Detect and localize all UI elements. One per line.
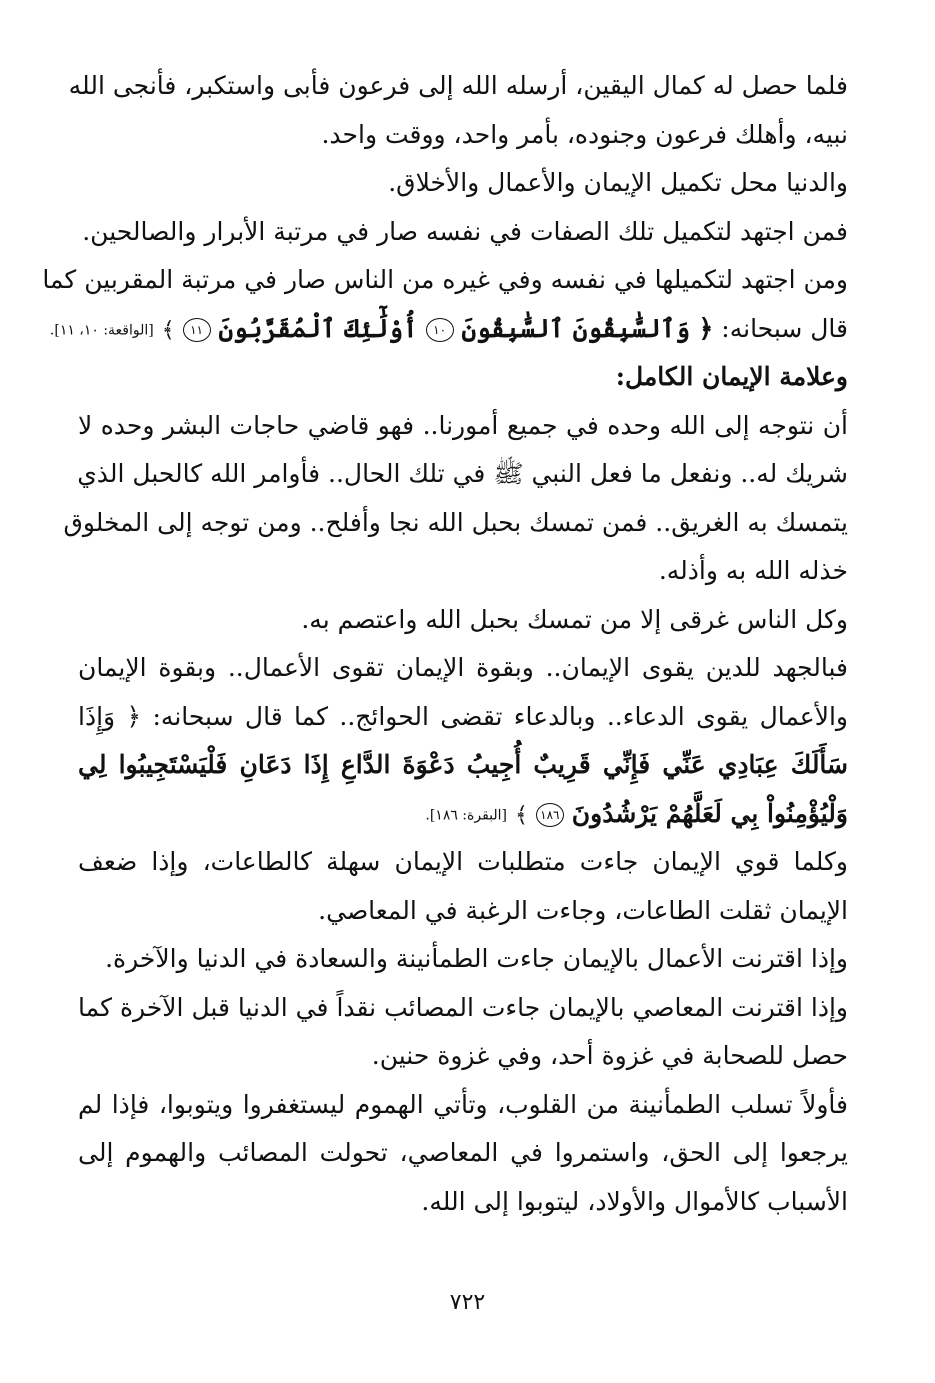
text-line: وإذا اقترنت الأعمال بالإيمان جاءت الطمأنينة والسعادة في الدنيا والآخرة.	[105, 944, 848, 973]
section-heading: وعلامة الإيمان الكامل:	[615, 362, 848, 391]
text-line: نبيه، وأهلك فرعون وجنوده، بأمر واحد، ووقت واحد.	[321, 119, 848, 149]
text-line: وإذا اقترنت المعاصي بالإيمان جاءت المصائب نقداً في الدنيا قبل الآخرة كما	[78, 992, 848, 1022]
text-line: فلما حصل له كمال اليقين، أرسله الله إلى فرعون فأبى واستكبر، فأنجى الله	[68, 71, 848, 100]
text-line: شريك له.. ونفعل ما فعل النبي ﷺ في تلك الحال.. فأوامر الله كالحبل الذي	[77, 459, 848, 488]
verse-reference: [الواقعة: ١٠، ١١].	[49, 321, 154, 338]
verse-line-baqarah	[78, 790, 848, 839]
text-line: والأعمال يقوى الدعاء.. وبالدعاء تقضى الحوائج.. كما قال سبحانه: ﴿ وَإِذَا	[78, 701, 848, 731]
verse-line-waqiah	[49, 305, 848, 354]
text-line: خذله الله به وأذله.	[658, 556, 848, 585]
text-line: أن نتوجه إلى الله وحده في جميع أمورنا.. فهو قاضي حاجات البشر وحده لا	[78, 410, 848, 440]
text-line: فأولاً تسلب الطمأنينة من القلوب، وتأتي الهموم ليستغفروا ويتوبوا، فإذا لم	[78, 1089, 848, 1119]
verse-intro: قال سبحانه:	[721, 313, 848, 343]
text-line: يتمسك به الغريق.. فمن تمسك بحبل الله نجا وأفلح.. ومن توجه إلى المخلوق	[63, 507, 848, 537]
quran-verse-line: سَأَلَكَ عِبَادِي عَنِّي فَإِنِّي قَرِيبٌ أُجِيبُ دَعْوَةَ الدَّاعِ إِذَا دَعَانِ فَلْيَسْتَجِيبُوا لِي	[78, 750, 848, 779]
ayah-number-marker: ١٨٦	[536, 803, 564, 827]
text-line: فمن اجتهد لتكميل تلك الصفات في نفسه صار في مرتبة الأبرار والصالحين.	[82, 216, 848, 246]
text-line: الأسباب كالأموال والأولاد، ليتوبوا إلى الله.	[421, 1186, 848, 1216]
text-line: فبالجهد للدين يقوى الإيمان.. وبقوة الإيمان تقوى الأعمال.. وبقوة الإيمان	[78, 653, 848, 682]
text-line: والدنيا محل تكميل الإيمان والأعمال والأخلاق.	[388, 168, 848, 197]
text-line: الإيمان ثقلت الطاعات، وجاءت الرغبة في المعاصي.	[318, 895, 848, 925]
text-line: حصل للصحابة في غزوة أحد، وفي غزوة حنين.	[371, 1041, 848, 1070]
page-body	[42, 62, 848, 1226]
text-line: ومن اجتهد لتكميلها في نفسه وفي غيره من الناس صار في مرتبة المقربين كما	[42, 265, 848, 294]
verse-close-bracket: ﴾	[161, 317, 175, 343]
quran-verse-part: ﴿ وَٱلسَّٰبِقُونَ ٱلسَّٰبِقُونَ	[461, 313, 714, 343]
ayah-number-marker: ١٠	[426, 318, 454, 342]
verse-reference: [البقرة: ١٨٦].	[425, 806, 508, 823]
page-number: ٧٢٢	[449, 1290, 486, 1315]
text-line: وكلما قوي الإيمان جاءت متطلبات الإيمان سهلة كالطاعات، وإذا ضعف	[78, 847, 848, 876]
quran-verse-part: وَلْيُؤْمِنُواْ بِي لَعَلَّهُمْ يَرْشُدُونَ	[571, 798, 848, 828]
verse-close-bracket: ﴾	[514, 802, 528, 828]
text-line: يرجعوا إلى الحق، واستمروا في المعاصي، تحولت المصائب والهموم إلى	[78, 1138, 848, 1167]
ayah-number-marker: ١١	[183, 318, 211, 342]
text-line: وكل الناس غرقى إلا من تمسك بحبل الله واعتصم به.	[301, 604, 848, 634]
quran-verse-part: أُوْلَٰٓئِكَ ٱلْمُقَرَّبُونَ	[218, 313, 418, 343]
